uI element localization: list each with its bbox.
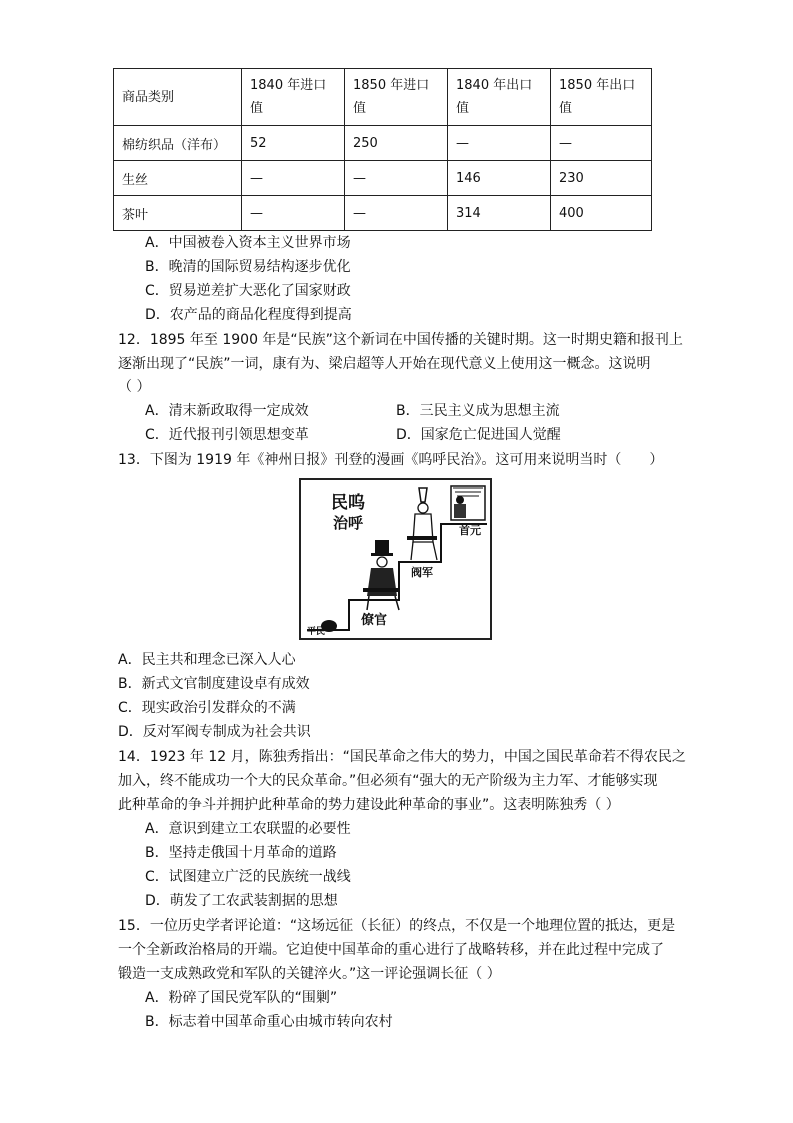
table-cell: — [242,196,345,231]
table-header-row [114,69,652,126]
table-row [114,161,652,196]
table-cell: 茶叶 [114,196,242,231]
cartoon-image [299,478,492,640]
q14-stem-line-1: 14．1923 年 12 月，陈独秀指出：“国民革命之伟大的势力，中国之国民革命若不得农民之 [118,749,686,765]
cartoon-drawing [301,480,490,638]
q11-option-c[interactable]: C．贸易逆差扩大恶化了国家财政 [145,283,351,299]
table-cell: 生丝 [114,161,242,196]
table-cell: — [345,196,448,231]
table-cell: 400 [551,196,652,231]
q13-option-b[interactable]: B．新式文官制度建设卓有成效 [118,676,310,692]
q12-option-d[interactable]: D．国家危亡促进国人觉醒 [396,427,561,443]
q14-option-b[interactable]: B．坚持走俄国十月革命的道路 [145,845,337,861]
q12-option-c[interactable]: C．近代报刊引领思想变革 [145,427,309,443]
header-1840-import: 1840 年进口 值 [242,69,345,126]
q12-stem-line-1: 12．1895 年至 1900 年是“民族”这个新词在中国传播的关键时期。这一时期史籍和报刊上 [118,332,683,348]
cartoon-title-top: 民呜 [331,493,365,513]
q12-option-b[interactable]: B．三民主义成为思想主流 [396,403,560,419]
table-cell: — [551,126,652,161]
q11-option-b[interactable]: B．晚清的国际贸易结构逐步优化 [145,259,351,275]
q11-option-d[interactable]: D．农产品的商品化程度得到提高 [145,307,352,323]
label-junfa: 阀军 [411,566,433,579]
q12-option-a[interactable]: A．清末新政取得一定成效 [145,403,309,419]
cartoon-title-bottom: 治呼 [333,514,364,532]
q15-option-b[interactable]: B．标志着中国革命重心由城市转向农村 [145,1014,393,1030]
header-1850-export: 1850 年出口 值 [551,69,652,126]
staircase-lines [307,524,487,630]
table-cell: — [242,161,345,196]
table-row [114,126,652,161]
table-cell: 230 [551,161,652,196]
q15-stem-line-3: 锻造一支成熟政党和军队的关键淬火。”这一评论强调长征（ ） [118,966,501,982]
q14-stem-line-2: 加入，终不能成功一个大的民众革命。”但必须有“强大的无产阶级为主力军、才能够实现 [118,773,658,789]
q14-option-c[interactable]: C．试图建立广泛的民族统一战线 [145,869,351,885]
president-figure [451,486,485,520]
label-guanliao: 僚官 [361,613,388,628]
q13-stem: 13．下图为 1919 年《神州日报》刊登的漫画《呜呼民治》。这可用来说明当时（ ） [118,452,664,468]
header-category: 商品类别 [114,69,242,126]
table-cell: 52 [242,126,345,161]
table-cell: 146 [448,161,551,196]
q12-stem-line-3: （ ） [118,379,151,395]
label-pingmin: 平民 [307,627,326,637]
table-cell: 250 [345,126,448,161]
table-cell: 314 [448,196,551,231]
q14-stem-line-3: 此种革命的争斗并拥护此种革命的势力建设此种革命的事业”。这表明陈独秀（ ） [118,797,620,813]
warlord-figure [407,488,437,560]
q15-stem-line-1: 15．一位历史学者评论道：“这场远征（长征）的终点，不仅是一个地理位置的抵达，更是 [118,918,676,934]
table-cell: 棉纺织品（洋布） [114,126,242,161]
q15-stem-line-2: 一个全新政治格局的开端。它迫使中国革命的重心进行了战略转移，并在此过程中完成了 [118,942,664,958]
q12-stem-line-2: 逐渐出现了“民族”一词，康有为、梁启超等人开始在现代意义上使用这一概念。这说明 [118,356,651,372]
header-1840-export: 1840 年出口 值 [448,69,551,126]
q11-option-a[interactable]: A．中国被卷入资本主义世界市场 [145,235,351,251]
q15-option-a[interactable]: A．粉碎了国民党军队的“围剿” [145,990,338,1006]
q13-option-c[interactable]: C．现实政治引发群众的不满 [118,700,296,716]
q14-option-a[interactable]: A．意识到建立工农联盟的必要性 [145,821,351,837]
table-cell: — [345,161,448,196]
q13-option-d[interactable]: D．反对军阀专制成为社会共识 [118,724,311,740]
header-1850-import: 1850 年进口 值 [345,69,448,126]
q13-option-a[interactable]: A．民主共和理念已深入人心 [118,652,296,668]
label-yuanshou: 首元 [459,524,481,537]
table-row [114,196,652,231]
trade-table [113,68,652,231]
table-cell: — [448,126,551,161]
q14-option-d[interactable]: D．萌发了工农武装割据的思想 [145,893,338,909]
